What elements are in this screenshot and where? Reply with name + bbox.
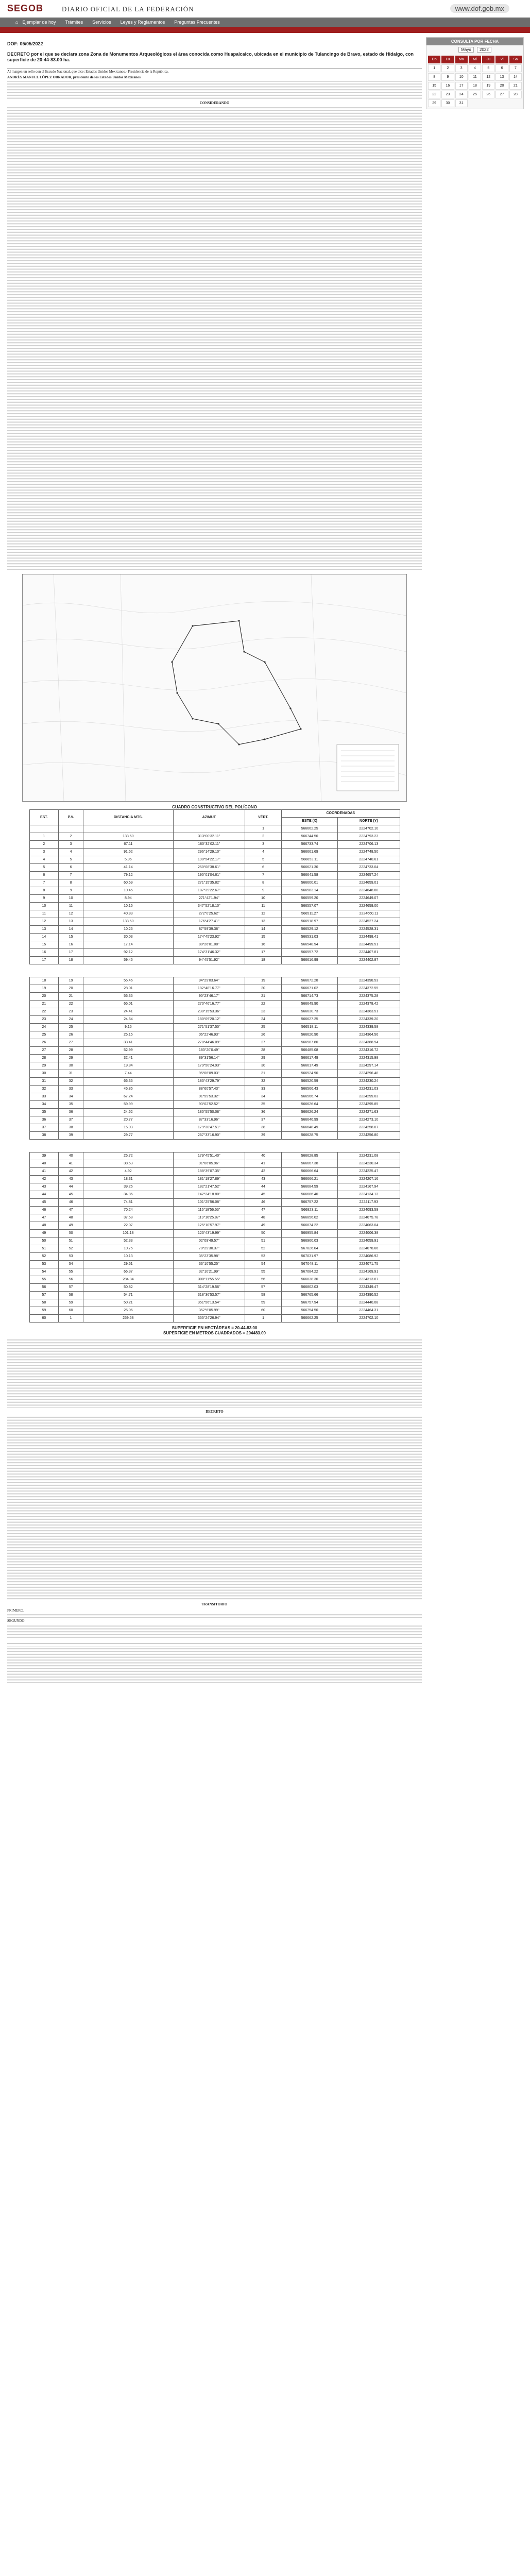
table-row: 13 14 10.26 87°59'39.38" 14 566529.12 2224528.31 bbox=[29, 925, 400, 933]
table-row: 50 51 52.33 02°09'49.57" 51 566960.03 2224059.91 bbox=[29, 1237, 400, 1245]
table-row: 45 46 74.81 101°25'56.08" 46 566757.22 2224117.93 bbox=[29, 1198, 400, 1206]
surface-summary bbox=[7, 1326, 422, 1336]
table-row: 10 11 10.16 347°52'18.10" 11 566557.07 2224659.00 bbox=[29, 902, 400, 910]
table-row: 25 26 25.15 06°22'46.93" 26 566620.90 2224364.56 bbox=[29, 1031, 400, 1039]
table-row: 41 42 4.92 188°39'07.35" 42 566666.64 2224225.47 bbox=[29, 1167, 400, 1175]
calendar-day[interactable]: 27 bbox=[495, 91, 508, 98]
table-row: 28 29 32.41 89°31'56.14" 29 566617.49 2224315.98 bbox=[29, 1054, 400, 1062]
nav-preguntas[interactable]: Preguntas Frecuentes bbox=[174, 20, 220, 25]
home-icon[interactable]: ⌂ bbox=[15, 20, 19, 25]
decreto-lines bbox=[7, 1416, 422, 1600]
calendar-day[interactable]: 8 bbox=[428, 73, 440, 81]
table-row: 42 43 18.31 181°19'27.89" 43 566666.21 2224207.16 bbox=[29, 1175, 400, 1183]
table-row: 12 13 133.50 176°4'27.41" 13 566518.97 2224527.24 bbox=[29, 918, 400, 925]
calendar-day[interactable]: 25 bbox=[469, 91, 481, 98]
table-row: 59 60 25.06 352°6'05.99" 60 566754.50 2224464.31 bbox=[29, 1307, 400, 1314]
polygon-map-svg bbox=[23, 574, 406, 801]
table-row: 40 41 38.53 91°06'05.96" 41 566667.38 2224230.34 bbox=[29, 1160, 400, 1167]
table-row: 6 7 79.12 190°01'04.61" 7 566641.58 2224657.24 bbox=[29, 871, 400, 879]
table-row: 22 23 24.41 230°15'53.36" 23 566630.73 2224363.51 bbox=[29, 1008, 400, 1015]
calendar-day[interactable]: 24 bbox=[455, 91, 468, 98]
dof-date: DOF: 05/05/2022 bbox=[7, 41, 43, 46]
calendar-day[interactable]: 21 bbox=[509, 82, 522, 90]
calendar-day[interactable]: 1 bbox=[428, 64, 440, 72]
table-row: 27 28 52.99 183°20'0.49" 28 566485.08 2224316.72 bbox=[29, 1046, 400, 1054]
table-row: 19 20 28.01 182°48'16.77" 20 566671.02 2224372.55 bbox=[29, 985, 400, 992]
table-row: 48 49 22.07 125°10'57.97" 49 566874.22 2224063.04 bbox=[29, 1222, 400, 1229]
table-row: 46 47 70.24 116°18'56.53" 47 566823.11 2224093.59 bbox=[29, 1206, 400, 1214]
table-row: 30 31 7.44 95°06'09.03" 31 566524.90 2224296.48 bbox=[29, 1070, 400, 1077]
calendar-day[interactable]: 11 bbox=[469, 73, 481, 81]
surface-m2: SUPERFICIE EN METROS CUADRADOS = 204483.00 bbox=[163, 1330, 266, 1335]
calendar-day[interactable]: 12 bbox=[482, 73, 494, 81]
table-row: 55 56 284.84 300°11'55.55" 56 566838.30 2224313.87 bbox=[29, 1276, 400, 1283]
map-legend-box bbox=[337, 744, 399, 791]
table-row: 17 18 59.46 94°45'51.92" 18 566616.99 2224402.87 bbox=[29, 956, 400, 964]
nav-leyes[interactable]: Leyes y Reglamentos bbox=[120, 20, 165, 25]
nav-tramites[interactable]: Trámites bbox=[65, 20, 83, 25]
table-row: 49 50 101.18 123°43'19.99" 50 566955.84 2224006.38 bbox=[29, 1229, 400, 1237]
table-row: 14 15 30.03 174°45'23.92" 15 566531.03 2224498.41 bbox=[29, 933, 400, 941]
table-row: 53 54 29.61 33°10'55.25" 54 567048.11 2224071.75 bbox=[29, 1260, 400, 1268]
transitorio-heading: TRANSITORIO bbox=[201, 1602, 228, 1606]
calendar-day[interactable]: 6 bbox=[495, 64, 508, 72]
calendar-day-header: Lu bbox=[441, 56, 454, 63]
segob-logo[interactable]: SEGOB bbox=[7, 3, 44, 13]
calendar-day[interactable]: 20 bbox=[495, 82, 508, 90]
calendar-day[interactable]: 19 bbox=[482, 82, 494, 90]
calendar-day[interactable]: 23 bbox=[441, 91, 454, 98]
calendar-day[interactable]: 22 bbox=[428, 91, 440, 98]
table-row: 56 57 50.82 314°28'19.56" 57 566802.03 2224349.47 bbox=[29, 1283, 400, 1291]
calendar-day[interactable]: 9 bbox=[441, 73, 454, 81]
calendar-day[interactable]: 13 bbox=[495, 73, 508, 81]
calendar-day[interactable]: 7 bbox=[509, 64, 522, 72]
calendar-day[interactable]: 2 bbox=[441, 64, 454, 72]
table-row: 54 55 66.37 32°10'21.99" 55 567084.22 2224169.91 bbox=[29, 1268, 400, 1276]
calendar-day[interactable]: 3 bbox=[455, 64, 468, 72]
table-row: 38 39 29.77 267°33'16.90" 39 566628.75 2224256.80 bbox=[29, 1131, 400, 1139]
calendar-widget bbox=[426, 37, 524, 109]
table-row: 51 52 10.75 70°29'30.37" 52 567026.04 2224078.66 bbox=[29, 1245, 400, 1252]
nav-ejemplar[interactable]: Ejemplar de hoy bbox=[22, 20, 56, 25]
col-azimut: AZIMUT bbox=[173, 809, 245, 825]
dof-title: DIARIO OFICIAL DE LA FEDERACIÓN bbox=[62, 5, 194, 13]
main-nav bbox=[0, 18, 530, 27]
col-este: ESTE (X) bbox=[282, 817, 338, 825]
table-row: 57 58 54.71 318°36'53.57" 58 566765.66 2224390.52 bbox=[29, 1291, 400, 1299]
table-row: 15 16 17.14 80°26'01.08" 16 566548.94 2224499.51 bbox=[29, 941, 400, 948]
table-row: 1 566662.25 2224702.10 bbox=[29, 825, 400, 833]
table-row: 16 17 92.12 174°31'46.32" 17 566557.72 2224407.81 bbox=[29, 948, 400, 956]
table-row: 3 4 91.52 296°14'29.10" 4 566661.69 2224748.50 bbox=[29, 848, 400, 856]
calendar-day[interactable]: 14 bbox=[509, 73, 522, 81]
calendar-day-header: Sa bbox=[509, 56, 522, 63]
calendar-day-header: Ma bbox=[455, 56, 468, 63]
table-row: 39 40 25.72 179°45'51.40" 40 566628.85 2224231.08 bbox=[29, 1152, 400, 1160]
calendar-day[interactable]: 16 bbox=[441, 82, 454, 90]
table-row: 11 12 40.83 272°0'25.62" 12 566511.27 2224660.11 bbox=[29, 910, 400, 918]
month-select[interactable]: Mayo bbox=[458, 47, 474, 53]
decreto-heading: DECRETO bbox=[206, 1409, 224, 1414]
surface-ha: SUPERFICIE EN HECTÁREAS = 20-44-83.00 bbox=[172, 1325, 258, 1330]
polygon-table bbox=[29, 809, 400, 1323]
calendar-day[interactable]: 10 bbox=[455, 73, 468, 81]
col-dist: DISTANCIA MTS. bbox=[83, 809, 174, 825]
nav-servicios[interactable]: Servicios bbox=[92, 20, 111, 25]
calendar-day-header: Ju bbox=[482, 56, 494, 63]
table-row: 18 19 55.46 94°29'03.64" 19 566672.28 2224398.53 bbox=[29, 977, 400, 985]
transitorio-segundo: SEGUNDO. bbox=[7, 1619, 26, 1623]
signer-text: ANDRÉS MANUEL LÓPEZ OBRADOR, presidente de los Estados Unidos Mexicanos bbox=[7, 75, 141, 79]
calendar-day[interactable]: 28 bbox=[509, 91, 522, 98]
table-row: 33 34 67.24 01°59'53.32" 34 566566.74 2224299.03 bbox=[29, 1093, 400, 1100]
calendar-day[interactable]: 31 bbox=[455, 99, 468, 107]
table-row: 9 10 8.94 271°42'1.94" 10 566559.20 2224649.07 bbox=[29, 894, 400, 902]
table-row: 24 25 9.15 271°51'37.50" 25 566518.11 2224339.58 bbox=[29, 1023, 400, 1031]
calendar-day[interactable]: 18 bbox=[469, 82, 481, 90]
table-row: 26 27 33.41 278°44'46.09" 27 566587.80 2224368.94 bbox=[29, 1039, 400, 1046]
table-row: 52 53 10.13 35°23'35.98" 53 567031.97 2224086.92 bbox=[29, 1252, 400, 1260]
calendar-day[interactable]: 17 bbox=[455, 82, 468, 90]
col-vert: VÉRT. bbox=[245, 809, 281, 825]
calendar-day[interactable]: 4 bbox=[469, 64, 481, 72]
page-break bbox=[29, 964, 400, 977]
col-est: EST. bbox=[29, 809, 59, 825]
calendar-day[interactable]: 26 bbox=[482, 91, 494, 98]
table-row: 7 8 60.69 271°15'35.82" 8 566600.01 2224659.01 bbox=[29, 879, 400, 887]
emitter-text: Al margen un sello con el Escudo Nacional, que dice: Estados Unidos Mexicanos.- Presidencia de la República. bbox=[7, 68, 422, 74]
calendar-day[interactable]: 30 bbox=[441, 99, 454, 107]
post-table-lines bbox=[7, 1339, 422, 1408]
table-row: 23 24 24.64 180°09'20.12" 24 566627.25 2224339.20 bbox=[29, 1015, 400, 1023]
calendar-day[interactable]: 29 bbox=[428, 99, 440, 107]
table-row: 21 22 65.01 270°46'16.77" 22 566649.90 2224378.42 bbox=[29, 1000, 400, 1008]
calendar-title: CONSULTA POR FECHA bbox=[426, 38, 523, 45]
calendar-day-header: Mi bbox=[469, 56, 481, 63]
col-coords: COORDENADAS bbox=[282, 809, 400, 817]
col-pv: P.V. bbox=[59, 809, 83, 825]
table-row: 2 3 67.11 180°32'02.11" 3 566733.74 2224706.13 bbox=[29, 840, 400, 848]
calendar-day-header: Do bbox=[428, 56, 440, 63]
table-row: 47 48 37.58 119°16'25.87" 48 566856.02 2224075.78 bbox=[29, 1214, 400, 1222]
table-row: 35 36 24.62 180°55'50.08" 36 566626.24 2224271.63 bbox=[29, 1108, 400, 1116]
table-body bbox=[29, 825, 400, 1322]
col-norte: NORTE (Y) bbox=[338, 817, 400, 825]
transitorio-primero: PRIMERO. bbox=[7, 1608, 24, 1613]
site-url[interactable]: www.dof.gob.mx bbox=[450, 4, 509, 13]
table-row: 31 32 66.36 183°43'29.79" 32 566520.59 2224230.24 bbox=[29, 1077, 400, 1085]
page-break bbox=[29, 1139, 400, 1152]
table-row: 5 6 41.14 250°08'38.61" 6 566621.30 2224733.04 bbox=[29, 863, 400, 871]
calendar-day[interactable]: 15 bbox=[428, 82, 440, 90]
subbar bbox=[0, 27, 530, 33]
calendar-day[interactable]: 5 bbox=[482, 64, 494, 72]
table-row: 1 2 133.60 313°00'32.11" 2 566744.50 2224793.23 bbox=[29, 833, 400, 840]
document-body bbox=[7, 33, 422, 1684]
table-row: 29 30 19.84 179°50'24.93" 30 566617.49 2224297.14 bbox=[29, 1062, 400, 1070]
table-row: 37 38 15.03 179°30'47.51" 38 566648.49 2224258.07 bbox=[29, 1124, 400, 1131]
table-row: 58 59 50.21 351°56'13.54" 59 566757.94 2224440.08 bbox=[29, 1299, 400, 1307]
calendar-day-header: Vi bbox=[495, 56, 508, 63]
table-title: CUADRO CONSTRUCTIVO DEL POLÍGONO bbox=[172, 804, 257, 809]
table-row: 60 1 259.68 355°24'26.94" 1 566662.25 2224702.10 bbox=[29, 1314, 400, 1322]
intro-lines bbox=[7, 81, 422, 99]
considerando-heading: CONSIDERANDO bbox=[199, 100, 230, 105]
table-row: 32 33 45.85 88°60'57.43" 33 566566.43 2224231.03 bbox=[29, 1085, 400, 1093]
calendar-selectors bbox=[426, 45, 523, 54]
table-row: 36 37 20.77 87°33'16.96" 37 566646.99 2224273.10 bbox=[29, 1116, 400, 1124]
table-row: 4 5 5.96 190°54'22.17" 5 566653.11 2224740.61 bbox=[29, 856, 400, 863]
table-row: 44 45 34.86 142°24'18.80" 45 566686.40 2224134.13 bbox=[29, 1191, 400, 1198]
sidebar bbox=[426, 37, 524, 109]
table-row: 8 9 10.45 187°39'22.67" 9 566583.14 2224648.80 bbox=[29, 887, 400, 894]
site-header bbox=[0, 0, 530, 18]
document-title: DECRETO por el que se declara zona Zona de Monumentos Arqueológicos el área conocida como Huapalcalco, ubicada en el municipio de Tulancingo de Bravo, estado de Hidalgo, con superficie de 20-44-83.00 ha. bbox=[7, 52, 414, 62]
table-row: 34 35 59.99 93°02'52.52" 35 566626.64 2224295.85 bbox=[29, 1100, 400, 1108]
table-row: 43 44 39.26 182°21'47.52" 44 566684.59 2224167.94 bbox=[29, 1183, 400, 1191]
calendar-grid bbox=[426, 54, 523, 109]
considerando-lines bbox=[7, 107, 422, 570]
footnotes bbox=[7, 1643, 422, 1683]
year-select[interactable]: 2022 bbox=[477, 47, 491, 53]
site-map bbox=[22, 574, 407, 802]
table-row: 20 21 56.36 90°23'46.17" 21 566714.73 2224375.28 bbox=[29, 992, 400, 1000]
